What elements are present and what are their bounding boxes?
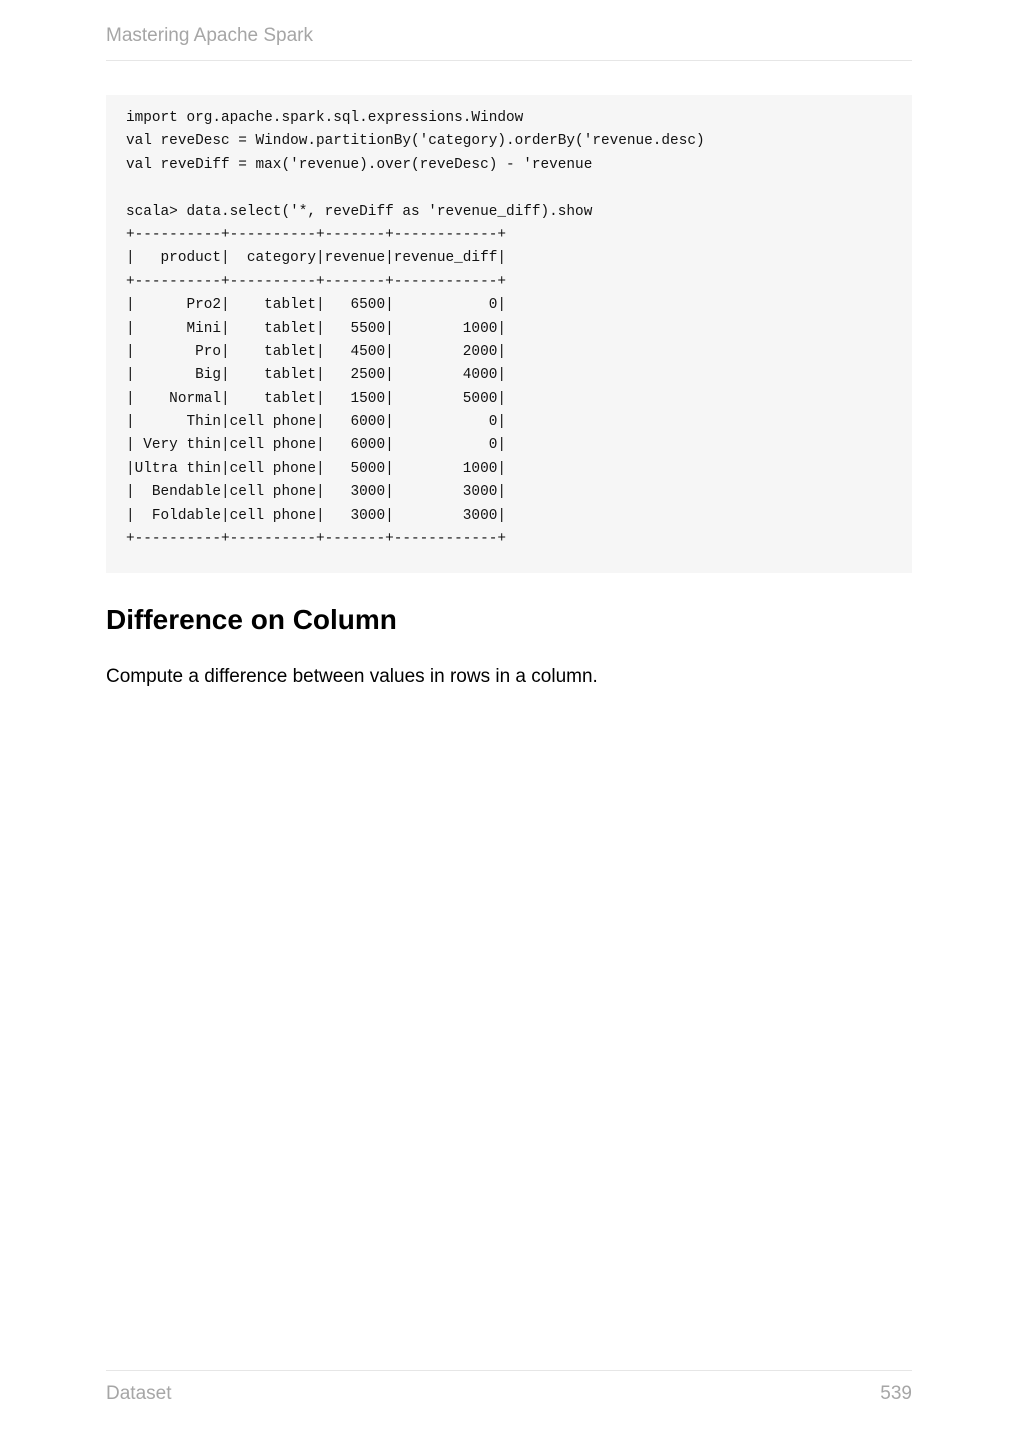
code-line: val reveDiff = max('revenue).over(reveDesc) - 'revenue — [126, 156, 593, 173]
code-line: +----------+----------+-------+------------+ — [126, 273, 506, 290]
body-paragraph: Compute a difference between values in rows in a column. — [106, 666, 598, 687]
code-line — [126, 177, 892, 200]
code-line: | Bendable|cell phone| 3000| 3000| — [126, 484, 506, 501]
running-header-title: Mastering Apache Spark — [106, 25, 314, 46]
code-line: scala> data.select('*, reveDiff as 'revenue_diff).show — [126, 203, 593, 220]
code-line: | Pro2| tablet| 6500| 0| — [126, 297, 506, 314]
code-block — [106, 95, 912, 573]
code-line: |Ultra thin|cell phone| 5000| 1000| — [126, 460, 506, 477]
code-line: | Thin|cell phone| 6000| 0| — [126, 414, 506, 431]
code-line: +----------+----------+-------+------------+ — [126, 226, 506, 243]
code-line: | Foldable|cell phone| 3000| 3000| — [126, 507, 506, 524]
code-line: val reveDesc = Window.partitionBy('category).orderBy('revenue.desc) — [126, 133, 705, 150]
code-line: +----------+----------+-------+------------+ — [126, 531, 506, 548]
code-line: | product| category|revenue|revenue_diff| — [126, 250, 506, 267]
code-line: | Normal| tablet| 1500| 5000| — [126, 390, 506, 407]
footer-chapter-name: Dataset — [106, 1383, 172, 1404]
code-line: | Pro| tablet| 4500| 2000| — [126, 343, 506, 360]
footer-page-number: 539 — [880, 1383, 912, 1404]
code-line: | Big| tablet| 2500| 4000| — [126, 367, 506, 384]
code-line: import org.apache.spark.sql.expressions.Window — [126, 110, 524, 126]
footer-divider — [106, 1370, 912, 1371]
header-divider — [106, 60, 912, 61]
section-heading: Difference on Column — [106, 604, 397, 635]
code-line: | Very thin|cell phone| 6000| 0| — [126, 437, 506, 454]
code-line: | Mini| tablet| 5500| 1000| — [126, 320, 506, 337]
